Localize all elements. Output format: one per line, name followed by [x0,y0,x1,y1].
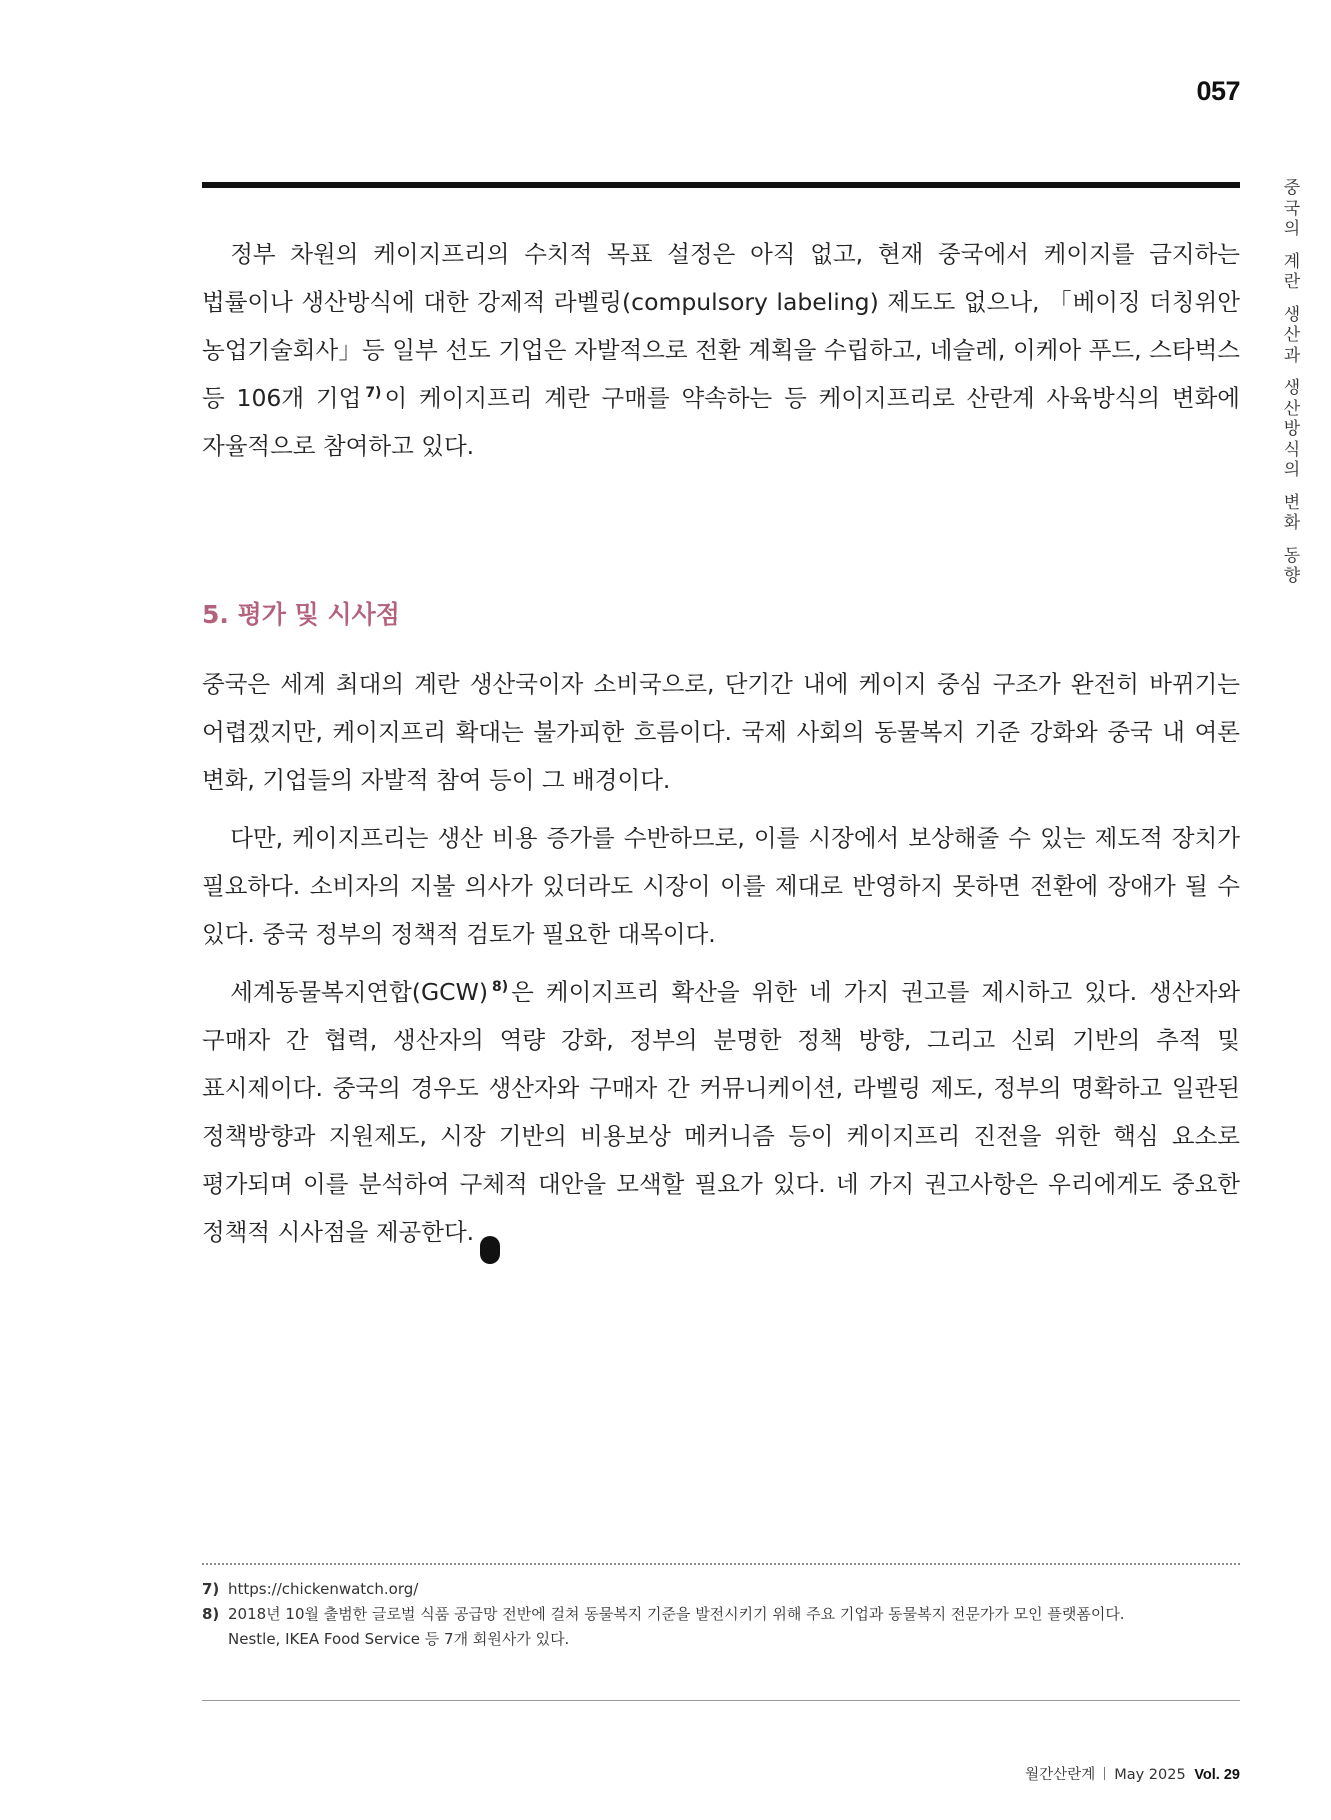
side-title-gap [1278,293,1306,305]
footer-date: May 2025 [1114,1767,1186,1783]
footnote-number: 8) [202,1605,220,1623]
side-title-char: 화 [1283,513,1301,533]
footer-volume: Vol. 29 [1194,1767,1240,1783]
footer-rule [202,1700,1240,1701]
side-title-char: 향 [1283,566,1301,586]
side-title-char: 란 [1283,272,1301,292]
side-title-char: 산 [1283,398,1301,419]
side-title-gap [1278,481,1306,493]
side-title-char: 계 [1283,251,1301,272]
side-title-char: 생 [1283,304,1301,325]
side-title-gap [1278,534,1306,546]
page-number: 057 [1196,76,1240,106]
footer [760,1764,1240,1786]
footnote-line: Nestle, IKEA Food Service 등 7개 회원사가 있다. [228,1630,570,1648]
footnote-ref-7: 7) [365,385,382,401]
footnote-item [202,1577,1240,1602]
running-title-vertical [1278,178,1306,587]
para3-text-b: 은 케이지프리 확산을 위한 네 가지 권고를 제시하고 있다. 생산자와 구매자 간 협력, 생산자의 역량 강화, 정부의 분명한 정책 방향, 그리고 신뢰 기반의 추적 및 표시제이다. 중국의 경우도 생산자와 구매자 간 커뮤니케이션, 라벨링 제도, 정부의 명확하고 일관된 정책방향과 지원제도, 시장 기반의 비용보상 메커니즘 등이 케이지프리 진전을 위한 핵심 요소로 평가되며 이를 분석하여 구체적 대안을 모색할 필요가 있다. 네 가지 권고사항은 우리에게도 중요한 정책적 시사점을 제공한다. [202,978,1240,1246]
side-title-char: 산 [1283,325,1301,345]
side-title-char: 식 [1283,439,1301,460]
footnote-number: 7) [202,1580,220,1598]
side-title-char: 생 [1283,378,1301,398]
section-body [202,660,1240,1264]
header-rule [202,182,1240,188]
footnote-item [202,1602,1240,1652]
side-title-gap [1278,240,1306,252]
intro-text-a: 정부 차원의 케이지프리의 수치적 목표 설정은 아직 없고, 현재 중국에서 케이지를 금지하는 법률이나 생산방식에 대한 강제적 라벨링(compulsory labeling) 제도도 없으나, 「베이징 더칭위안 농업기술회사」등 일부 선도 기업은 자발적으로 전환 계획을 수립하고, 네슬레, 이케아 푸드, 스타벅스 등 106개 기업 [202,240,1240,412]
side-title-char: 동 [1283,545,1301,566]
intro-section [202,230,1240,470]
side-title-char: 중 [1283,178,1301,198]
footer-separator [1104,1767,1105,1780]
footnote-text [228,1577,1240,1602]
para3-text-a: 세계동물복지연합(GCW) [230,978,488,1006]
section-paragraph-2: 다만, 케이지프리는 생산 비용 증가를 수반하므로, 이를 시장에서 보상해줄 수 있는 제도적 장치가 필요하다. 소비자의 지불 의사가 있더라도 시장이 이를 제대로 반영하지 못하면 전환에 장애가 될 수 있다. 중국 정부의 정책적 검토가 필요한 대목이다. [202,824,1240,948]
footer-magazine: 월간산란계 [1025,1767,1096,1783]
side-title-char: 의 [1283,460,1301,480]
intro-paragraph [202,230,1240,470]
side-title-char: 국 [1283,198,1301,219]
footnote-line: 2018년 10월 출범한 글로벌 식품 공급망 전반에 걸쳐 동물복지 기준을 발전시키기 위해 주요 기업과 동물복지 전문가가 모인 플랫폼이다. [228,1605,1125,1623]
side-title-char: 의 [1283,219,1301,239]
section-heading: 5. 평가 및 시사점 [202,600,400,629]
side-title-char: 과 [1283,345,1301,366]
section-paragraph-1: 중국은 세계 최대의 계란 생산국이자 소비국으로, 단기간 내에 케이지 중심 구조가 완전히 바뀌기는 어렵겠지만, 케이지프리 확대는 불가피한 흐름이다. 국제 사회의 동물복지 기준 강화와 중국 내 여론 변화, 기업들의 자발적 참여 등이 그 배경이다. [202,670,1240,794]
side-title-char: 변 [1283,492,1301,513]
end-mark-icon: 산란 [480,1236,500,1264]
footnote-text [228,1602,1240,1652]
intro-text-b: 이 케이지프리 계란 구매를 약속하는 등 케이지프리로 산란계 사육방식의 변화에 자율적으로 참여하고 있다. [202,384,1240,460]
side-title-char: 방 [1283,419,1301,439]
section-paragraph-3 [202,968,1240,1264]
side-title-gap [1278,366,1306,378]
footnote-line: https://chickenwatch.org/ [228,1580,419,1598]
footnote-ref-8: 8) [492,979,509,995]
footnotes [202,1577,1240,1652]
footnote-divider [202,1563,1240,1565]
